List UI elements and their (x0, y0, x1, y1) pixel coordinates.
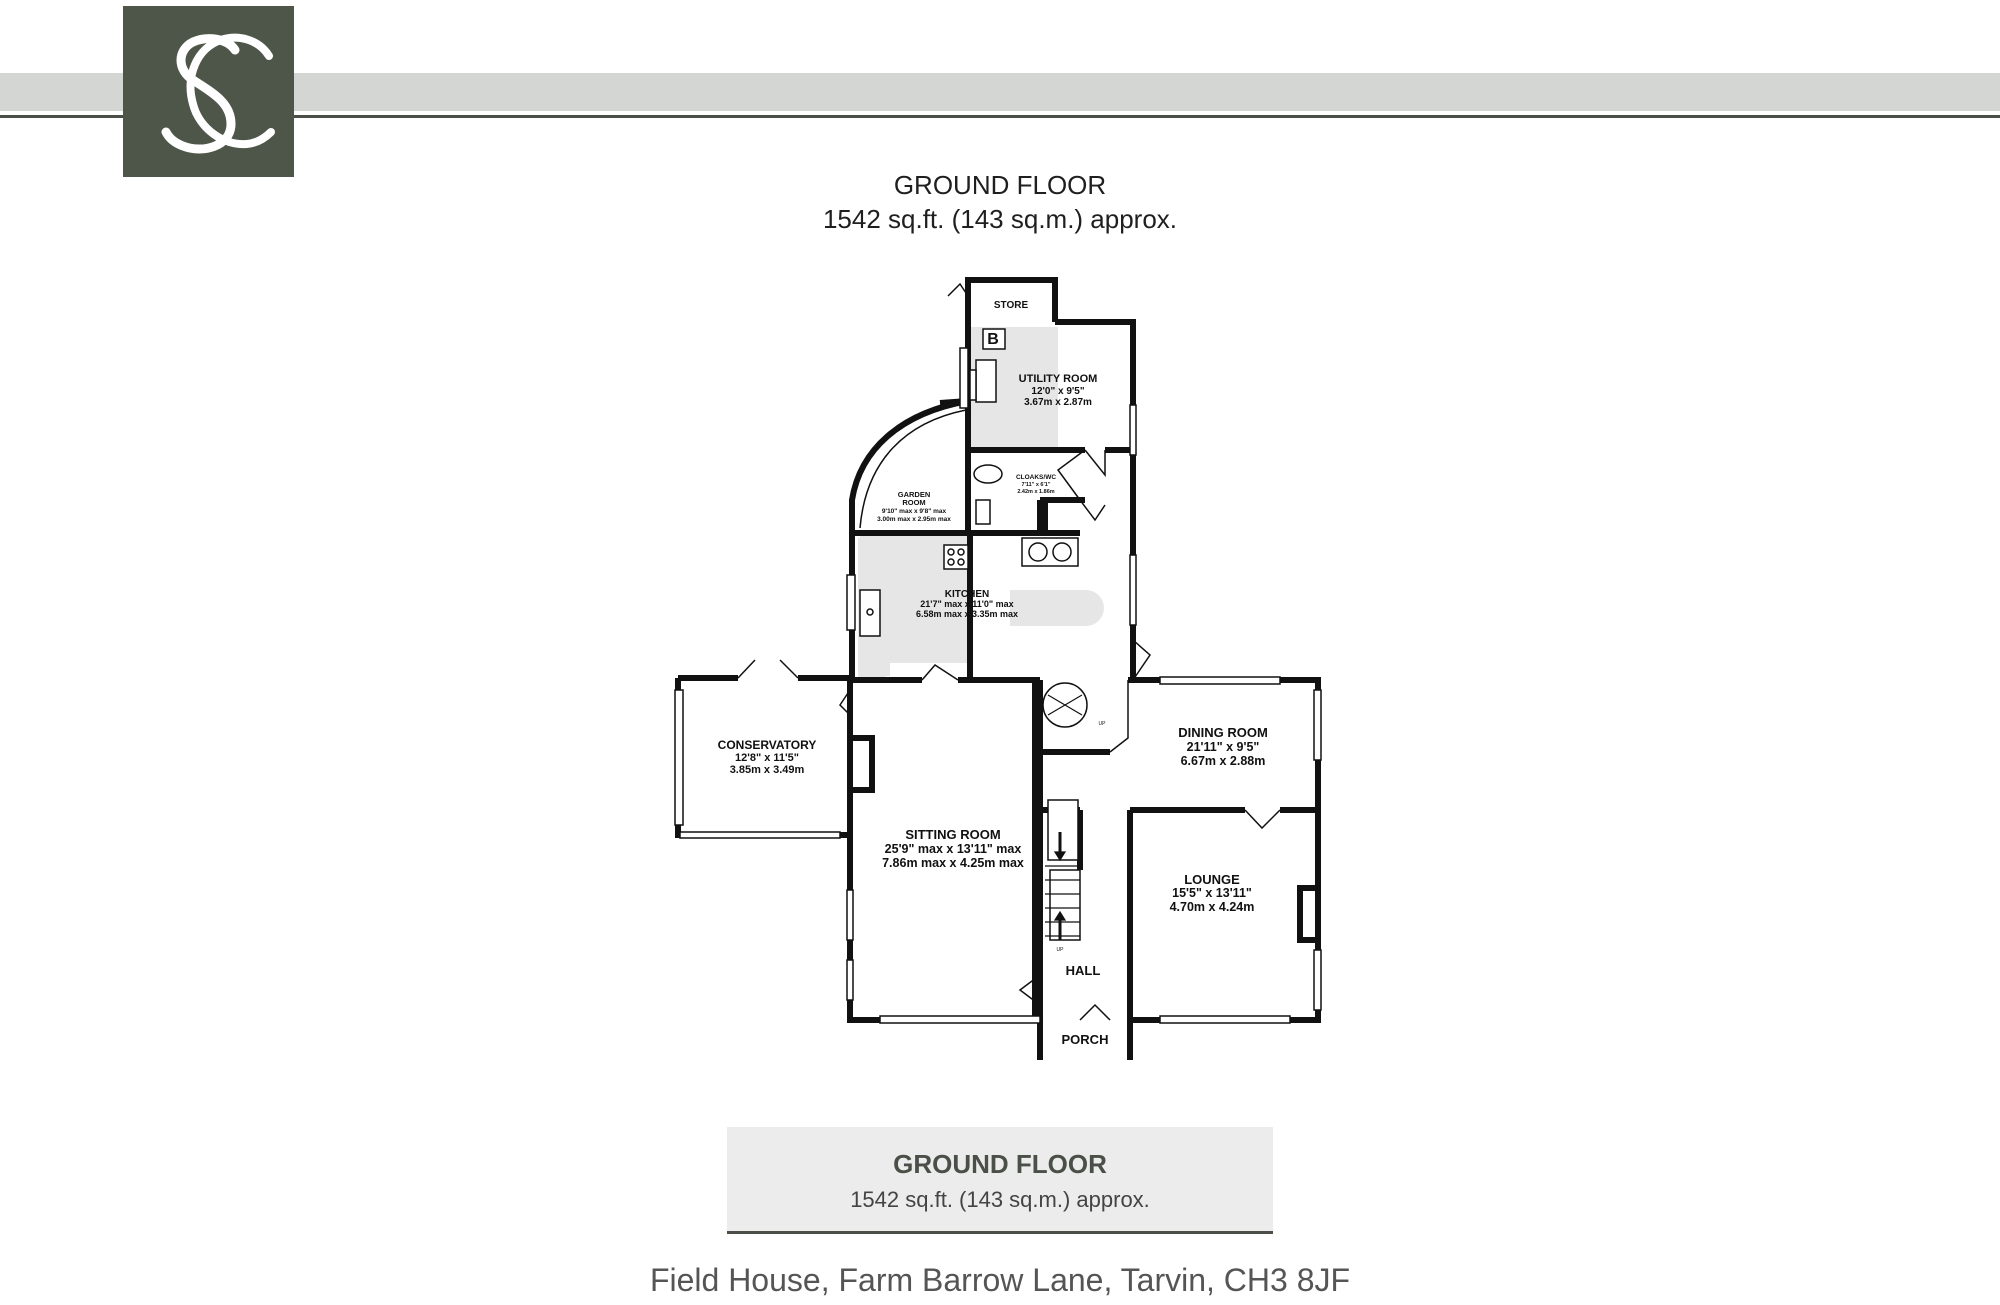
summary-title: GROUND FLOOR (893, 1149, 1107, 1179)
garden-dims-metric: 3.00m max x 2.95m max (877, 516, 951, 523)
dining-name: DINING ROOM (1178, 725, 1268, 740)
garden-dims-imperial: 9'10" max x 9'8" max (881, 508, 947, 515)
hall-label: HALL (1065, 963, 1101, 978)
property-address: Field House, Farm Barrow Lane, Tarvin, CH3 8JF (649, 1262, 1351, 1298)
boiler-label: B (987, 331, 999, 348)
spiral-up-label: UP (1098, 721, 1106, 727)
conservatory-dims-metric: 3.85m x 3.49m (729, 764, 805, 776)
porch-label: PORCH (1061, 1032, 1109, 1047)
lounge-dims-imperial: 15'5" x 13'11" (1172, 886, 1252, 900)
sitting-dims-metric: 7.86m max x 4.25m max (882, 856, 1024, 870)
cloaks-name: CLOAKS/WC (1015, 474, 1057, 481)
cloaks-dims-imperial: 7'11" x 6'1" (1021, 482, 1051, 488)
stairs-up-label: UP (1056, 947, 1064, 953)
floor-title: GROUND FLOOR (893, 170, 1107, 200)
floor-area: 1542 sq.ft. (143 sq.m.) approx. (822, 204, 1178, 234)
conservatory-dims-imperial: 12'8" x 11'5" (735, 752, 799, 764)
lounge-dims-metric: 4.70m x 4.24m (1169, 900, 1255, 914)
garden-name-1: GARDEN (897, 490, 931, 499)
kitchen-dims-metric: 6.58m max x 3.35m max (915, 609, 1019, 619)
store-label: STORE (993, 300, 1029, 311)
lounge-name: LOUNGE (1184, 872, 1240, 887)
conservatory-name: CONSERVATORY (717, 738, 817, 752)
dining-dims-metric: 6.67m x 2.88m (1180, 754, 1266, 768)
kitchen-dims-imperial: 21'7" max x 11'0" max (920, 599, 1014, 609)
utility-dims-metric: 3.67m x 2.87m (1024, 397, 1092, 408)
dining-dims-imperial: 21'11" x 9'5" (1186, 740, 1260, 754)
cloaks-dims-metric: 2.42m x 1.86m (1017, 489, 1055, 495)
utility-name: UTILITY ROOM (1018, 373, 1098, 385)
sitting-name: SITTING ROOM (905, 827, 1001, 842)
kitchen-name: KITCHEN (944, 589, 990, 600)
floor-summary-box (727, 1127, 1273, 1234)
summary-area: 1542 sq.ft. (143 sq.m.) approx. (850, 1187, 1150, 1212)
sitting-dims-imperial: 25'9" max x 13'11" max (884, 842, 1022, 856)
utility-dims-imperial: 12'0" x 9'5" (1031, 386, 1085, 397)
garden-name-2: ROOM (902, 498, 926, 507)
